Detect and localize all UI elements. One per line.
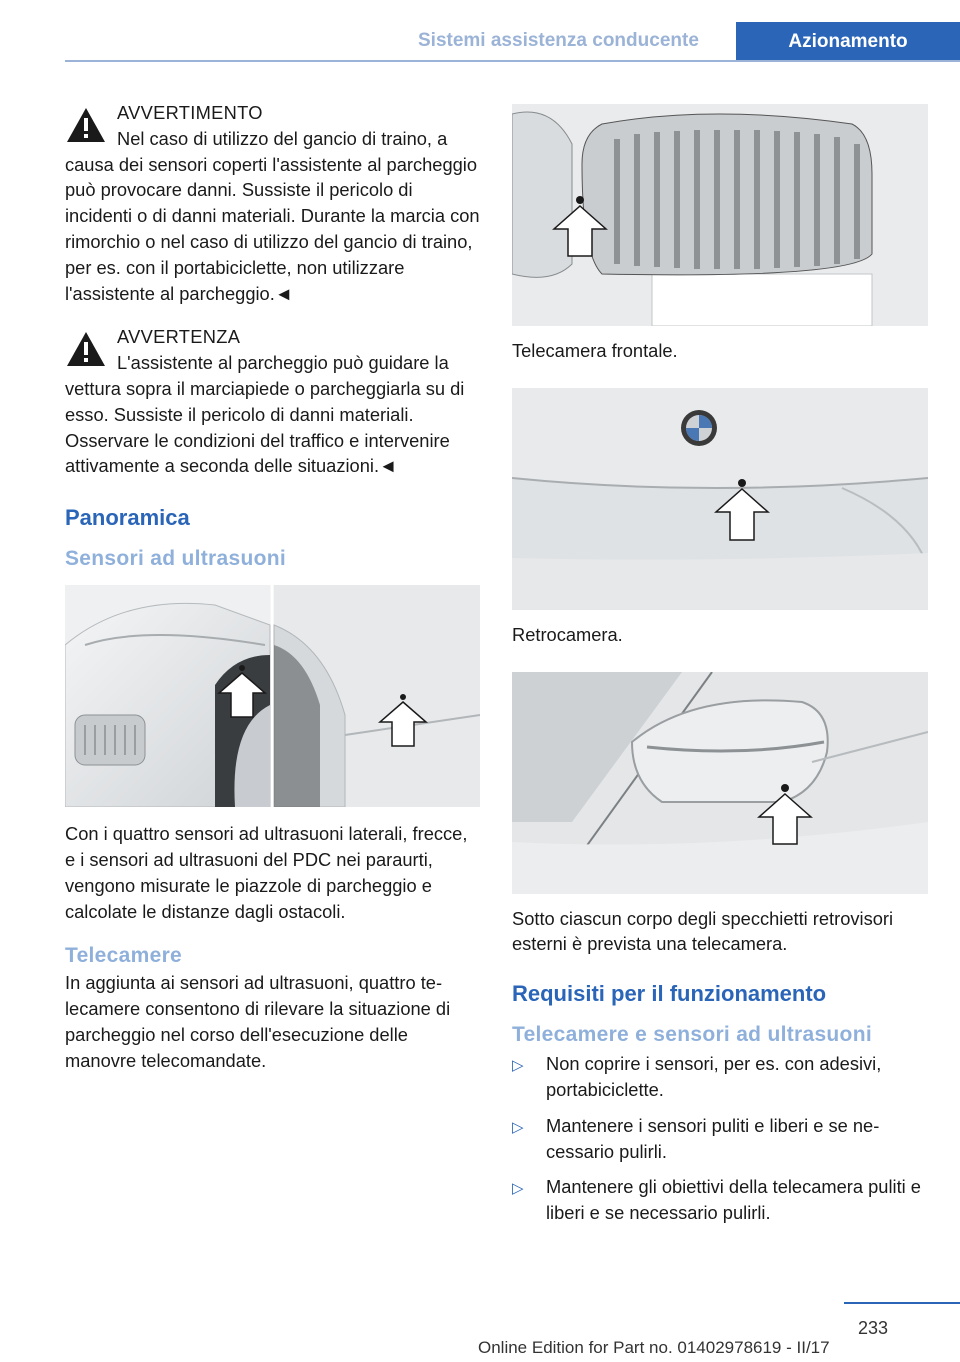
front-camera-caption: Telecamera frontale. [512, 340, 678, 361]
mirror-camera-caption: Sotto ciascun corpo degli specchietti retrovisori esterni è prevista una telecamera. [512, 907, 894, 955]
header-chapter-tab: Azionamento [736, 22, 960, 62]
requirements-list [512, 1051, 928, 1226]
rear-camera-illustration [512, 388, 928, 610]
warning-body: causa dei sensori coperti l'assistente al parcheggio può provocare danni. Sussiste il pericolo di incidenti o di danni materiali. Durante la marcia con rimorchio o nel caso di utilizzo del gancio di traino, per es. con il portabiciclette, non utilizzare l'assistente al parcheggio.◄ [65, 153, 480, 304]
cameras-description: In aggiunta ai sensori ad ultrasuoni, quattro telecamere consentono di rilevare la situazione di parcheggio nel corso dell'esecuzione delle manovre telecomandate. [65, 972, 451, 1071]
triangle-bullet-icon: ▷ [512, 1118, 524, 1136]
heading-overview: Panoramica [65, 505, 190, 531]
subheading-cameras-sensors: Telecamere e sensori ad ultrasuoni [512, 1023, 872, 1047]
warning-triangle-icon [65, 330, 107, 368]
warning-lead: Nel caso di utilizzo del gancio di traino, a [117, 127, 448, 149]
list-item-text: Mantenere i sensori puliti e liberi e se necessario pulirli. [546, 1114, 880, 1162]
warning-title: AVVERTENZA [117, 326, 241, 348]
warning-title: AVVERTIMENTO [117, 102, 263, 123]
ultrasonic-description: Con i quattro sensori ad ultrasuoni laterali, frecce, e i sensori ad ultrasuoni del PDC nei paraurti, vengono misurate le piazzole di parcheggio e calcolate le distanze dagli ostacoli. [65, 823, 468, 922]
left-column [65, 100, 480, 1094]
warning-lead: L'assistente al parcheggio può guidare la [117, 352, 449, 374]
list-item-text: Non coprire i sensori, per es. con adesivi, portabiciclette. [546, 1053, 882, 1100]
footer-rule [844, 1302, 960, 1304]
header-rule [65, 60, 960, 62]
page-number: 233 [858, 1318, 889, 1338]
warning-text [65, 350, 480, 479]
triangle-bullet-icon: ▷ [512, 1057, 524, 1075]
list-item [512, 1174, 928, 1226]
edition-note: Online Edition for Part no. 01402978619 - II/17 [478, 1338, 830, 1357]
rear-camera-caption: Retrocamera. [512, 623, 623, 645]
list-item-text: Mantenere gli obiettivi della telecamera puliti e liberi e se necessario pulirli. [546, 1176, 921, 1224]
warning-triangle-icon [65, 106, 107, 144]
mirror-camera-illustration [512, 672, 928, 894]
ultrasonic-sensors-illustration [65, 585, 480, 807]
warning-text [65, 126, 480, 307]
list-item [512, 1113, 928, 1165]
warning-block-1 [65, 100, 480, 306]
list-item [512, 1051, 928, 1103]
triangle-bullet-icon: ▷ [512, 1180, 524, 1198]
front-camera-illustration [512, 104, 928, 326]
right-column [512, 104, 928, 1236]
header-section-title: Sistemi assistenza conducente [418, 30, 699, 51]
subheading-cameras: Telecamere [65, 944, 183, 968]
warning-block-2 [65, 324, 480, 479]
warning-body: vettura sopra il marciapiede o parcheggiarla su di esso. Sussiste il pericolo di danni materiali. Osservare le condizioni del traffico e intervenire attivamente a seconda delle situazioni.◄ [65, 377, 465, 477]
heading-requirements: Requisiti per il funzionamento [512, 981, 827, 1007]
subheading-ultrasonic: Sensori ad ultrasuoni [65, 547, 287, 571]
